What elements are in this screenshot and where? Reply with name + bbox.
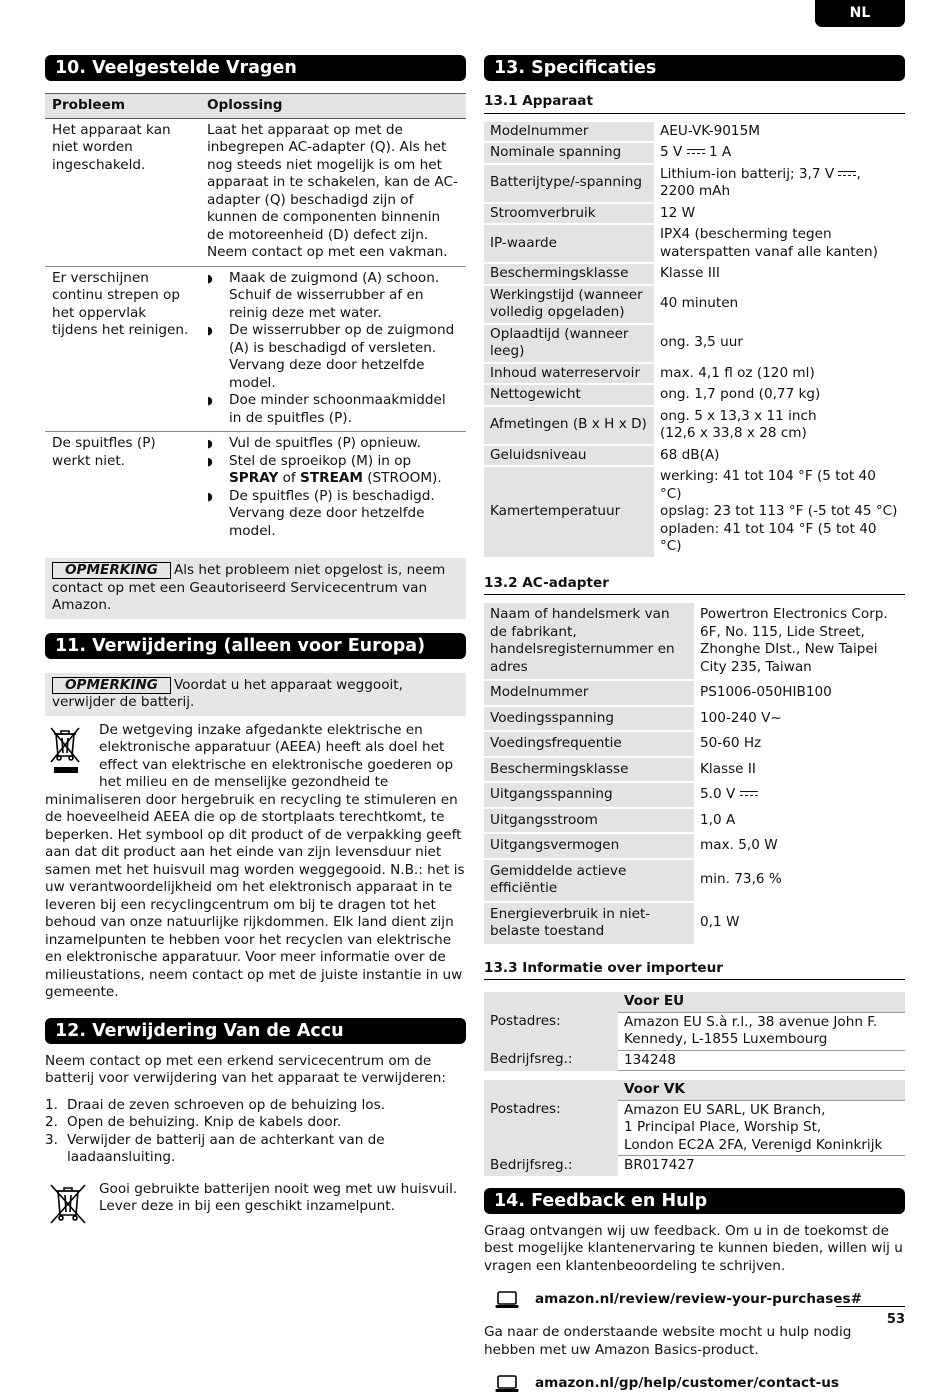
spec-value: 50-60 Hz xyxy=(694,731,905,757)
spec-value: PS1006-050HIB100 xyxy=(694,680,905,706)
temp-charging: opladen: 41 tot 104 °F (5 tot 40 °C) xyxy=(660,520,877,554)
spec-value xyxy=(654,406,905,445)
spec-value: Amazon EU S.à r.l., 38 avenue John F. Kennedy, L-1855 Luxembourg xyxy=(618,1012,905,1050)
crossed-out-bin-icon xyxy=(45,1181,95,1233)
list-item: ◗ Doe minder schoonmaakmiddel in de spuitfles (P). xyxy=(207,392,459,427)
spec-value: 12 W xyxy=(654,203,905,225)
battery-disposal-heading: 12. Verwijdering Van de Accu xyxy=(45,1018,466,1044)
table-row xyxy=(484,902,905,945)
device-spec-table xyxy=(484,122,905,559)
spray-label: SPRAY xyxy=(229,470,279,486)
spec-key: Afmetingen (B x H x D) xyxy=(484,406,654,445)
feedback-heading: 14. Feedback en Hulp xyxy=(484,1188,905,1214)
list-item: ◗ De spuitfles (P) is beschadigd. Vervang deze door hetzelfde model. xyxy=(207,488,459,541)
faq-header-row xyxy=(45,94,466,119)
importer-subheading: 13.3 Informatie over importeur xyxy=(484,960,905,981)
separator: , xyxy=(856,165,861,182)
stream-label: STREAM xyxy=(300,470,363,486)
table-row xyxy=(484,859,905,902)
table-row xyxy=(484,445,905,467)
spec-key: Inhoud waterreservoir xyxy=(484,363,654,385)
table-row xyxy=(484,1080,905,1100)
help-text: Ga naar de onderstaande website mocht u hulp nodig hebben met uw Amazon Basics-product. xyxy=(484,1324,852,1358)
faq-heading: 10. Veelgestelde Vragen xyxy=(45,55,466,81)
spec-key: Beschermingsklasse xyxy=(484,757,694,783)
dim-inch: ong. 5 x 13,3 x 11 inch xyxy=(660,407,817,424)
spec-key: Bedrijfsreg.: xyxy=(484,1050,618,1071)
specs-heading: 13. Specificaties xyxy=(484,55,905,81)
text: (STROOM). xyxy=(362,470,442,486)
spec-key: Modelnummer xyxy=(484,122,654,143)
table-row xyxy=(484,603,905,680)
bin-text: Gooi gebruikte batterijen nooit weg met uw huisvuil. Lever deze in bij een geschikt inzamelpunt. xyxy=(99,1180,458,1214)
laptop-icon xyxy=(495,1291,519,1309)
list-item: ◗ Maak de zuigmond (A) schoon. Schuif de wisserrubber af en reinig deze met water. xyxy=(207,270,459,323)
spec-value: 1,0 A xyxy=(694,808,905,834)
spec-value: ong. 3,5 uur xyxy=(654,324,905,363)
table-row xyxy=(484,808,905,834)
spec-value xyxy=(654,142,905,164)
table-row xyxy=(484,1012,905,1050)
list-item xyxy=(45,1132,466,1167)
table-row xyxy=(484,680,905,706)
spec-key: Werkingstijd (wanneer volledig opgeladen) xyxy=(484,285,654,324)
right-column xyxy=(484,55,905,1396)
spec-value xyxy=(654,466,905,558)
dim-cm: (12,6 x 33,8 x 28 cm) xyxy=(660,425,807,441)
spec-key: Uitgangsspanning xyxy=(484,782,694,808)
solution-cell: Laat het apparaat op met de inbegrepen AC-adapter (Q). Als het nog steeds niet mogelijk is om het apparaat in te schakelen, kan de AC-adapter (Q) beschadigd zijn of kunnen de componenten binnenin de motoreenheid (D) defect zijn. Neem contact op met een vakman. xyxy=(200,118,466,266)
spec-value: IPX4 (bescherming tegen waterspatten vanaf alle kanten) xyxy=(654,224,905,263)
table-row xyxy=(484,142,905,164)
spec-value: max. 5,0 W xyxy=(694,833,905,859)
spec-key: Beschermingsklasse xyxy=(484,263,654,285)
table-row xyxy=(484,164,905,203)
spec-key: Nominale spanning xyxy=(484,142,654,164)
note-box xyxy=(45,673,466,716)
device-subheading: 13.1 Apparaat xyxy=(484,93,905,114)
problem-cell: Er verschijnen continu strepen op het oppervlak tijdens het reinigen. xyxy=(45,266,200,432)
table-row xyxy=(484,285,905,324)
problem-cell: Het apparaat kan niet worden ingeschakeld. xyxy=(45,118,200,266)
page-number: 53 xyxy=(836,1306,905,1329)
spec-value: 0,1 W xyxy=(694,902,905,945)
output-voltage: 5.0 V xyxy=(700,786,736,802)
uk-address-line: 1 Principal Place, Worship St, xyxy=(624,1119,822,1135)
current-value: 1 A xyxy=(708,144,732,160)
table-row xyxy=(484,757,905,783)
adapter-spec-table xyxy=(484,603,905,946)
uk-address-line: London EC2A 2FA, Verenigd Koninkrijk xyxy=(624,1136,883,1153)
disposal-heading: 11. Verwijdering (alleen voor Europa) xyxy=(45,633,466,659)
eu-heading: Voor EU xyxy=(618,992,905,1012)
faq-table xyxy=(45,93,466,544)
text: Stel de sproeikop (M) in op xyxy=(229,452,412,469)
left-column xyxy=(45,55,466,1232)
spec-value: BR017427 xyxy=(624,1157,695,1173)
table-row xyxy=(45,118,466,266)
table-row xyxy=(484,263,905,285)
spec-value: 68 dB(A) xyxy=(654,445,905,467)
note-label: OPMERKING xyxy=(52,677,171,694)
importer-eu-table xyxy=(484,992,905,1071)
note-text: Voordat u het apparaat weggooit, verwijder de batterij. xyxy=(52,676,403,710)
spec-key xyxy=(484,992,618,1012)
weee-text: De wetgeving inzake afgedankte elektrische en elektronische apparatuur (AEEA) heeft als doel het effect van elektrische en elektronische goederen op het milieu en de menselijke gezondheid te minimaliseren door hergebruik en recycling te stimuleren en de hoeveelheid AEEA die op de stortplaats terechtkomt, te beperken. Het symbool op dit product of de verpakking geeft aan dat dit product aan het einde van zijn levensduur niet samen met het huisvuil mag worden weggegooid. N.B.: het is uw verantwoordelijkheid om het elektronisch apparaat in te leveren bij een recyclingcentrum om bij te dragen tot het behoud van onze natuurlijke rijkdommen. Elk land dient zijn inzamelpunten te hebben voor het recyclen van elektrische en elektronische apparatuur. Voor meer informatie over de milieustations, neem contact op met de juiste instantie in uw gemeente. xyxy=(45,721,465,1000)
dc-symbol-icon xyxy=(838,170,856,178)
spec-key: Stroomverbruik xyxy=(484,203,654,225)
review-link-text[interactable]: amazon.nl/review/review-your-purchases# xyxy=(535,1291,862,1308)
spec-value xyxy=(618,1100,905,1156)
spec-key: IP-waarde xyxy=(484,224,654,263)
uk-heading: Voor VK xyxy=(618,1080,905,1100)
laptop-icon xyxy=(495,1375,519,1393)
spec-key: Modelnummer xyxy=(484,680,694,706)
table-row xyxy=(484,706,905,732)
spec-key: Postadres: xyxy=(484,1100,618,1156)
list-item xyxy=(45,1097,466,1115)
list-item: ◗ Vul de spuitfles (P) opnieuw. xyxy=(207,435,459,453)
importer-uk-table xyxy=(484,1080,905,1176)
crossed-out-wheelie-bin-icon xyxy=(45,724,93,776)
table-row xyxy=(484,203,905,225)
temp-operating: werking: 41 tot 104 °F (5 tot 40 °C) xyxy=(660,468,876,502)
step-text: Open de behuizing. Knip de kabels door. xyxy=(67,1114,342,1130)
battery-bin-note xyxy=(45,1181,466,1233)
list-item xyxy=(45,1114,466,1132)
temp-storage: opslag: 23 tot 113 °F (-5 tot 45 °C) xyxy=(660,503,898,519)
text: of xyxy=(278,470,301,486)
table-row xyxy=(484,1156,905,1176)
table-row xyxy=(484,1100,905,1156)
spec-key: Voedingsfrequentie xyxy=(484,731,694,757)
spec-key: Bedrijfsreg.: xyxy=(484,1156,618,1176)
table-row xyxy=(484,782,905,808)
note-text: Als het probleem niet opgelost is, neem contact op met een Geautoriseerd Servicecentrum van Amazon. xyxy=(52,562,446,613)
step-text: Draai de zeven schroeven op de behuizing los. xyxy=(67,1096,386,1113)
step-number: 2. xyxy=(45,1114,58,1130)
uk-address-line: Amazon EU SARL, UK Branch, xyxy=(624,1101,826,1118)
spec-value: AEU-VK-9015M xyxy=(654,122,905,143)
feedback-text: Graag ontvangen wij uw feedback. Om u in de toekomst de best mogelijke klantenervaring te kunnen bieden, willen wij u vragen een klantenbeoordeling te schrijven. xyxy=(484,1222,903,1274)
table-row xyxy=(484,466,905,558)
spec-key: Oplaadtijd (wanneer leeg) xyxy=(484,324,654,363)
spec-value: ong. 1,7 pond (0,77 kg) xyxy=(654,384,905,406)
adapter-subheading: 13.2 AC-adapter xyxy=(484,575,905,596)
spec-value: Klasse II xyxy=(694,757,905,783)
table-row xyxy=(484,324,905,363)
table-row xyxy=(484,363,905,385)
spec-key: Postadres: xyxy=(484,1012,618,1050)
help-link-text[interactable]: amazon.nl/gp/help/customer/contact-us xyxy=(535,1375,840,1392)
table-row xyxy=(484,122,905,143)
table-row xyxy=(45,266,466,432)
note-label: OPMERKING xyxy=(52,562,171,579)
table-row xyxy=(484,731,905,757)
solution-cell xyxy=(200,432,466,545)
battery-intro: Neem contact op met een erkend servicecentrum om de batterij voor verwijdering van het apparaat te verwijderen: xyxy=(45,1052,446,1086)
step-text: Verwijder de batterij aan de achterkant van de laadaansluiting. xyxy=(67,1131,385,1165)
voltage-value: 5 V xyxy=(660,144,683,160)
spec-value xyxy=(654,164,905,203)
spec-value: max. 4,1 fl oz (120 ml) xyxy=(654,363,905,385)
spec-value: 40 minuten xyxy=(654,285,905,324)
spec-value: min. 73,6 % xyxy=(694,859,905,902)
language-tab: NL xyxy=(815,0,905,27)
spec-key: Naam of handelsmerk van de fabrikant, handelsregisternummer en adres xyxy=(484,603,694,680)
step-number: 1. xyxy=(45,1096,58,1113)
table-row xyxy=(484,992,905,1012)
spec-value: 100-240 V~ xyxy=(694,706,905,732)
dc-symbol-icon xyxy=(687,148,705,156)
spec-key: Kamertemperatuur xyxy=(484,466,654,558)
table-row xyxy=(484,1050,905,1071)
problem-cell: De spuitfles (P) werkt niet. xyxy=(52,435,156,469)
capacity-value: 2200 mAh xyxy=(660,183,731,199)
spec-key: Energieverbruik in niet-belaste toestand xyxy=(484,902,694,945)
spec-key: Voedingsspanning xyxy=(484,706,694,732)
table-row xyxy=(484,406,905,445)
weee-paragraph xyxy=(45,722,466,1002)
dc-symbol-icon xyxy=(740,790,758,798)
solution-cell xyxy=(200,266,466,432)
spec-key: Geluidsniveau xyxy=(484,445,654,467)
spec-key: Uitgangsvermogen xyxy=(484,833,694,859)
table-row xyxy=(484,384,905,406)
note-box xyxy=(45,558,466,619)
table-row xyxy=(45,432,466,545)
spec-key: Nettogewicht xyxy=(484,384,654,406)
step-number: 3. xyxy=(45,1131,58,1148)
help-link[interactable] xyxy=(484,1372,905,1396)
spec-key xyxy=(484,1080,618,1100)
list-item: ◗ De wisserrubber op de zuigmond (A) is beschadigd of versleten. Vervang deze door hetzelfde model. xyxy=(207,322,459,392)
spec-value: Klasse III xyxy=(654,263,905,285)
table-row xyxy=(484,224,905,263)
battery-value: Lithium-ion batterij; 3,7 V xyxy=(660,165,835,182)
solution-column-header: Oplossing xyxy=(200,94,466,119)
spec-value: Powertron Electronics Corp. 6F, No. 115, Lide Street, Zhonghe DIst., New Taipei City 235, Taiwan xyxy=(694,603,905,680)
steps-list xyxy=(45,1097,466,1167)
spec-value xyxy=(694,782,905,808)
table-row xyxy=(484,833,905,859)
problem-column-header: Probleem xyxy=(45,94,200,119)
spec-key: Uitgangsstroom xyxy=(484,808,694,834)
spec-key: Batterijtype/-spanning xyxy=(484,164,654,203)
spec-key: Gemiddelde actieve efficiëntie xyxy=(484,859,694,902)
list-item xyxy=(207,453,459,488)
spec-value: 134248 xyxy=(618,1050,905,1071)
